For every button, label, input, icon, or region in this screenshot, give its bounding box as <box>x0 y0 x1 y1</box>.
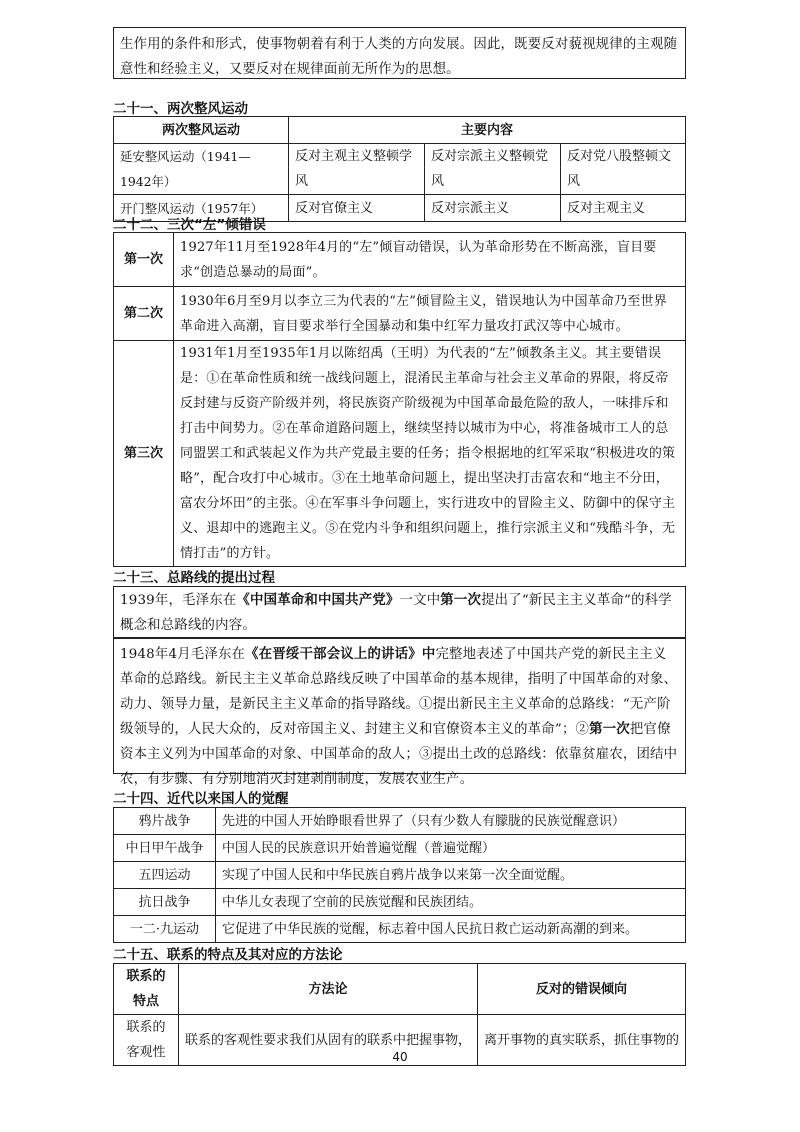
s24-row3-text: 中华儿女表现了空前的民族觉醒和民族团结。 <box>216 889 686 916</box>
s23-p1-text-c: 一文中 <box>399 593 441 608</box>
s23-p1-text-a: 1939年，毛泽东在 <box>120 593 237 608</box>
s23-p2-first-time: 第一次 <box>589 721 630 737</box>
s23-p2-speech-title: 《在晋绥干部会议上的讲话》中 <box>245 646 436 662</box>
s25-row0-c3: 离开事物的真实联系，抓住事物的 <box>477 1015 685 1066</box>
s24-row0-text: 先进的中国人开始睁眼看世界了（只有少数人有朦胧的民族觉醒意识） <box>216 808 686 835</box>
s21-header-col2: 主要内容 <box>289 117 686 144</box>
s23-paragraph-1 <box>120 588 679 638</box>
table-row <box>114 287 686 341</box>
s24-row3-label: 抗日战争 <box>114 889 216 916</box>
s25-header-col3: 反对的错误倾向 <box>477 964 685 1015</box>
s24-row0-label: 鸦片战争 <box>114 808 216 835</box>
s22-row2-label: 第三次 <box>114 341 174 567</box>
s21-header-col1: 两次整风运动 <box>114 117 289 144</box>
s22-row2-text: 1931年1月至1935年1月以陈绍禹（王明）为代表的“左”倾教条主义。其主要错误是：①在革命性质和统一战线问题上，混淆民主革命与社会主义革命的界限，将反帝反封建与反资产阶级并列，将民族资产阶级视为中国革命最危险的敌人，一味排斥和打击中间势力。②在革命道路问题上，继续坚持以城市为中心，将准备城市工人的总同盟罢工和武装起义作为共产党最主要的任务；指令根据地的红军采取“积极进攻的策略”，配合攻打中心城市。③在土地革命问题上，提出坚决打击富农和“地主不分田，富农分坏田”的主张。④在军事斗争问题上，实行进攻中的冒险主义、防御中的保守主义、退却中的逃跑主义。⑤在党内斗争和组织问题上，推行宗派主义和“残酷斗争，无情打击”的方针。 <box>174 341 686 567</box>
s23-box-2 <box>113 638 686 787</box>
s22-row0-label: 第一次 <box>114 233 174 287</box>
section-21-heading: 二十一、两次整风运动 <box>113 101 248 117</box>
s21-row1-name: 开门整风运动（1957年） <box>114 195 289 222</box>
table-row <box>114 233 686 287</box>
section-22-heading: 二十二、三次“左”倾错误 <box>113 217 266 233</box>
s25-row0-c2: 联系的客观性要求我们从固有的联系中把握事物， <box>178 1015 477 1066</box>
s25-header-col1: 联系的特点 <box>114 964 179 1015</box>
s21-row1-c1: 反对官僚主义 <box>289 195 425 222</box>
s24-row4-label: 一二·九运动 <box>114 916 216 943</box>
s23-p1-first-time: 第一次 <box>440 592 482 608</box>
table-row <box>114 144 686 195</box>
table-row <box>114 808 686 835</box>
s21-row0-c1: 反对主观主义整顿学风 <box>289 144 425 195</box>
table-row <box>114 862 686 889</box>
s23-paragraph-2 <box>120 642 679 792</box>
s21-row1-c3: 反对主观主义 <box>561 195 686 222</box>
s25-row0-c1: 联系的客观性 <box>114 1015 179 1066</box>
s24-row1-label: 中日甲午战争 <box>114 835 216 862</box>
section-22-table <box>113 232 686 567</box>
s21-row1-c2: 反对宗派主义 <box>425 195 561 222</box>
table-row <box>114 341 686 567</box>
s21-row0-name: 延安整风运动（1941—1942年） <box>114 144 289 195</box>
s23-p1-text-e: 提出了“新民主主义革命”的科学概念和总路线的内容。 <box>120 593 672 633</box>
s21-row0-c2: 反对宗派主义整顿党风 <box>425 144 561 195</box>
table-row <box>114 835 686 862</box>
section-25-heading: 二十五、联系的特点及其对应的方法论 <box>113 947 343 963</box>
s23-p2-text-a: 1948年4月毛泽东在 <box>120 647 246 662</box>
s23-p2-text-e: 把官僚资本主义列为中国革命的对象、中国革命的敌人；③提出土改的总路线：依靠贫雇农，团结中农，有步骤、有分别地消灭封建剥削制度，发展农业生产。 <box>120 722 678 787</box>
section-24-table <box>113 807 686 943</box>
s22-row1-label: 第二次 <box>114 287 174 341</box>
s23-p1-book-title: 《中国革命和中国共产党》 <box>236 592 400 608</box>
section-23-heading: 二十三、总路线的提出过程 <box>113 570 275 586</box>
s22-row0-text: 1927年11月至1928年4月的“左”倾盲动错误，认为革命形势在不断高涨，盲目要求“创造总暴动的局面”。 <box>174 233 686 287</box>
page-number: 40 <box>392 1050 408 1064</box>
top-continuation-box <box>113 27 686 79</box>
top-continuation-text: 生作用的条件和形式，使事物朝着有利于人类的方向发展。因此，既要反对藐视规律的主观随意性和经验主义，又要反对在规律面前无所作为的思想。 <box>120 37 678 77</box>
section-21-table <box>113 116 686 222</box>
s24-row2-text: 实现了中国人民和中华民族自鸦片战争以来第一次全面觉醒。 <box>216 862 686 889</box>
table-row <box>114 916 686 943</box>
section-24-heading: 二十四、近代以来国人的觉醒 <box>113 791 289 807</box>
table-row <box>114 889 686 916</box>
s24-row1-text: 中国人民的民族意识开始普遍觉醒（普遍觉醒） <box>216 835 686 862</box>
s21-row0-c3: 反对党八股整顿文风 <box>561 144 686 195</box>
s23-box-1 <box>113 586 686 638</box>
s24-row2-label: 五四运动 <box>114 862 216 889</box>
s24-row4-text: 它促进了中华民族的觉醒，标志着中国人民抗日救亡运动新高潮的到来。 <box>216 916 686 943</box>
s23-p2-text-c: 完整地表述了中国共产党的新民主主义革命的总路线。新民主主义革命总路线反映了中国革命的基本规律，指明了中国革命的对象、动力、领导力量，是新民主主义革命的指导路线。①提出新民主主义革命的总路线：“无产阶级领导的，人民大众的，反对帝国主义、封建主义和官僚资本主义的革命”；② <box>120 647 678 737</box>
s22-row1-text: 1930年6月至9月以李立三为代表的“左”倾冒险主义，错误地认为中国革命乃至世界革命进入高潮，盲目要求举行全国暴动和集中红军力量攻打武汉等中心城市。 <box>174 287 686 341</box>
s25-header-col2: 方法论 <box>178 964 477 1015</box>
